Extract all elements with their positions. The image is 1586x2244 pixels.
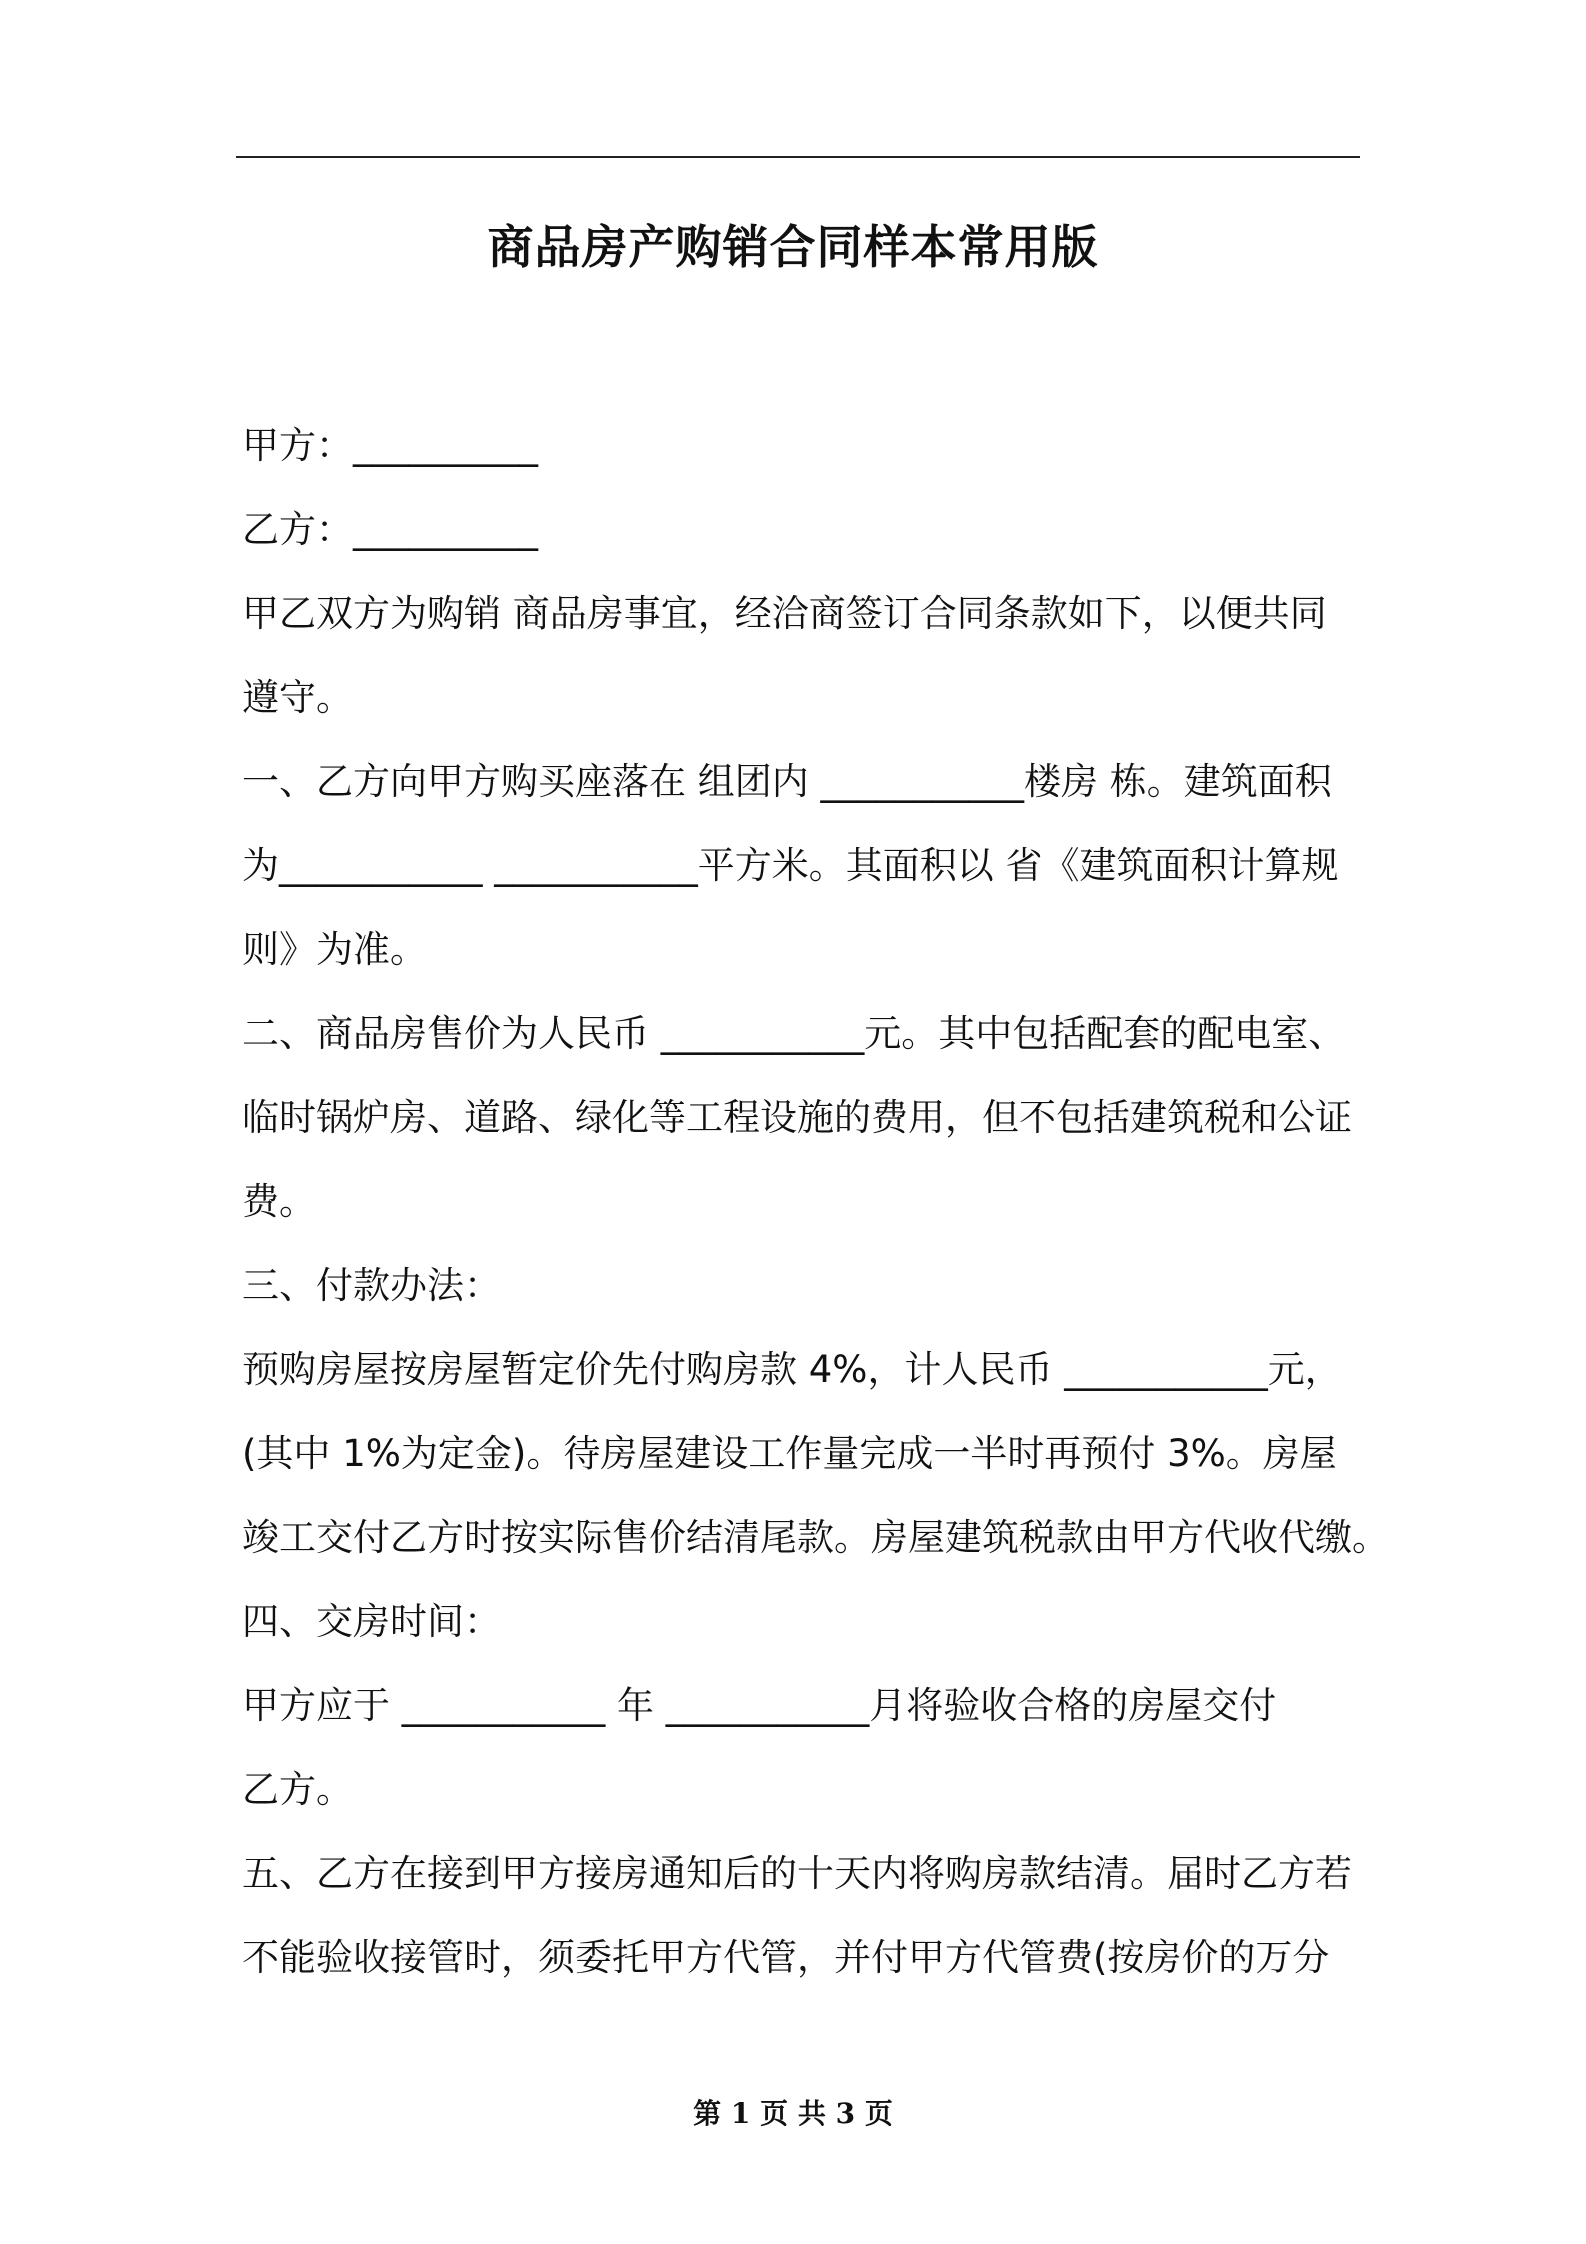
body-line: 乙方：__________ <box>242 508 538 551</box>
body-line: 则》为准。 <box>242 928 427 971</box>
body-line: 预购房屋按房屋暂定价先付购房款 4%，计人民币 ___________元， <box>242 1348 1342 1391</box>
body-line: 一、乙方向甲方购买座落在 组团内 ___________楼房 栋。建筑面积 <box>242 760 1332 803</box>
page-number-footer: 第 1 页 共 3 页 <box>693 2097 893 2130</box>
body-line: 不能验收接管时，须委托甲方代管，并付甲方代管费(按房价的万分 <box>242 1936 1330 1979</box>
body-line: 为___________ ___________平方米。其面积以 省《建筑面积计算规 <box>242 844 1339 887</box>
body-line: 三、付款办法： <box>242 1264 501 1307</box>
body-line: 四、交房时间： <box>242 1600 501 1643</box>
header-rule <box>236 156 1360 158</box>
body-line: 五、乙方在接到甲方接房通知后的十天内将购房款结清。届时乙方若 <box>242 1852 1352 1895</box>
body-line: 二、商品房售价为人民币 ___________元。其中包括配套的配电室、 <box>242 1012 1346 1055</box>
body-line: 竣工交付乙方时按实际售价结清尾款。房屋建筑税款由甲方代收代缴。 <box>242 1516 1389 1559</box>
body-line: 临时锅炉房、道路、绿化等工程设施的费用，但不包括建筑税和公证 <box>242 1096 1352 1139</box>
body-line: (其中 1%为定金)。待房屋建设工作量完成一半时再预付 3%。房屋 <box>242 1432 1337 1475</box>
body-line: 遵守。 <box>242 676 353 719</box>
body-line: 甲方：__________ <box>242 424 538 467</box>
body-line: 甲乙双方为购销 商品房事宜，经洽商签订合同条款如下，以便共同 <box>242 592 1327 635</box>
document-title: 商品房产购销合同样本常用版 <box>487 220 1099 274</box>
body-line: 甲方应于 ___________ 年 ___________月将验收合格的房屋交付 <box>242 1684 1277 1727</box>
body-line: 费。 <box>242 1180 316 1223</box>
document-body <box>242 404 1402 2000</box>
body-line: 乙方。 <box>242 1768 353 1811</box>
